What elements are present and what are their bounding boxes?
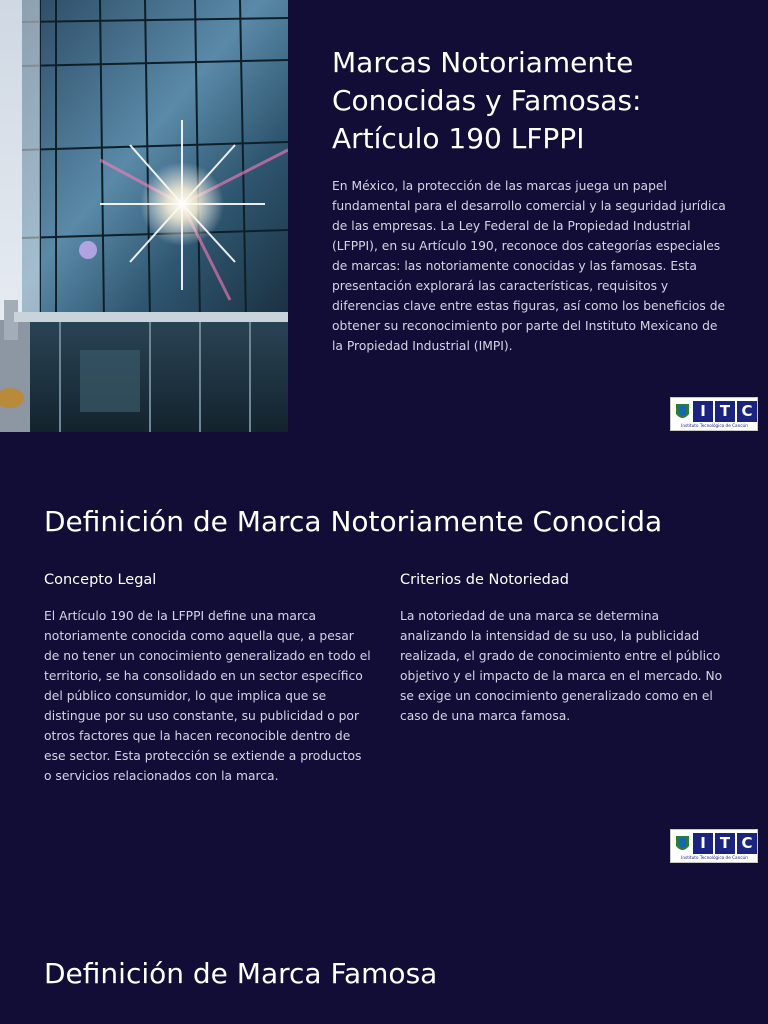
- logo-caption: Instituto Tecnológico de Cancún: [681, 855, 748, 860]
- logo-caption: Instituto Tecnológico de Cancún: [681, 423, 748, 428]
- crest-icon: [675, 402, 690, 422]
- itc-logo: [670, 829, 758, 863]
- column-body-criterios: La notoriedad de una marca se determina analizando la intensidad de su uso, la publicidad realizada, el grado de conocimiento entre el público objetivo y el impacto de la marca en el mercado. No se exige un conocimiento generalizado como en el caso de una marca famosa.: [400, 609, 723, 723]
- logo-letter: C: [737, 833, 757, 854]
- column-body-concepto: El Artículo 190 de la LFPPI define una marca notoriamente conocida como aquella que, a pesar de no tener un conocimiento generalizado en todo el territorio, se ha consolidado en un sector específico del público consumidor, lo que implica que se distingue por su uso constante, su publicidad o por otros factores que la hacen reconocible dentro de ese sector. Esta protección se extiende a productos o servicios relacionados con la marca.: [44, 609, 371, 783]
- hero-intro-text: En México, la protección de las marcas juega un papel fundamental para el desarrollo comercial y la seguridad jurídica de las empresas. La Ley Federal de la Propiedad Industrial (LFPPI), en su Artículo 190, reconoce dos categorías especiales de marcas: las notoriamente conocidas y las famosas. Esta presentación explorará las características, requisitos y diferencias clave entre estas figuras, así como los beneficios de obtener su reconocimiento por parte del Instituto Mexicano de la Propiedad Industrial (IMPI).: [332, 179, 726, 353]
- logo-letter: T: [715, 401, 735, 422]
- crest-icon: [675, 834, 690, 854]
- section-title-notoria: Definición de Marca Notoriamente Conocida: [44, 505, 663, 538]
- column-heading-criterios: Criterios de Notoriedad: [400, 572, 569, 588]
- hero-building-image: [0, 0, 288, 432]
- column-heading-concepto: Concepto Legal: [44, 572, 157, 588]
- logo-letter: I: [693, 401, 713, 422]
- hero-title: Marcas Notoriamente Conocidas y Famosas: Artículo 190 LFPPI: [332, 46, 642, 155]
- itc-logo: [670, 397, 758, 431]
- logo-letter: I: [693, 833, 713, 854]
- logo-letter: T: [715, 833, 735, 854]
- logo-letter: C: [737, 401, 757, 422]
- section-title-famosa: Definición de Marca Famosa: [44, 957, 438, 990]
